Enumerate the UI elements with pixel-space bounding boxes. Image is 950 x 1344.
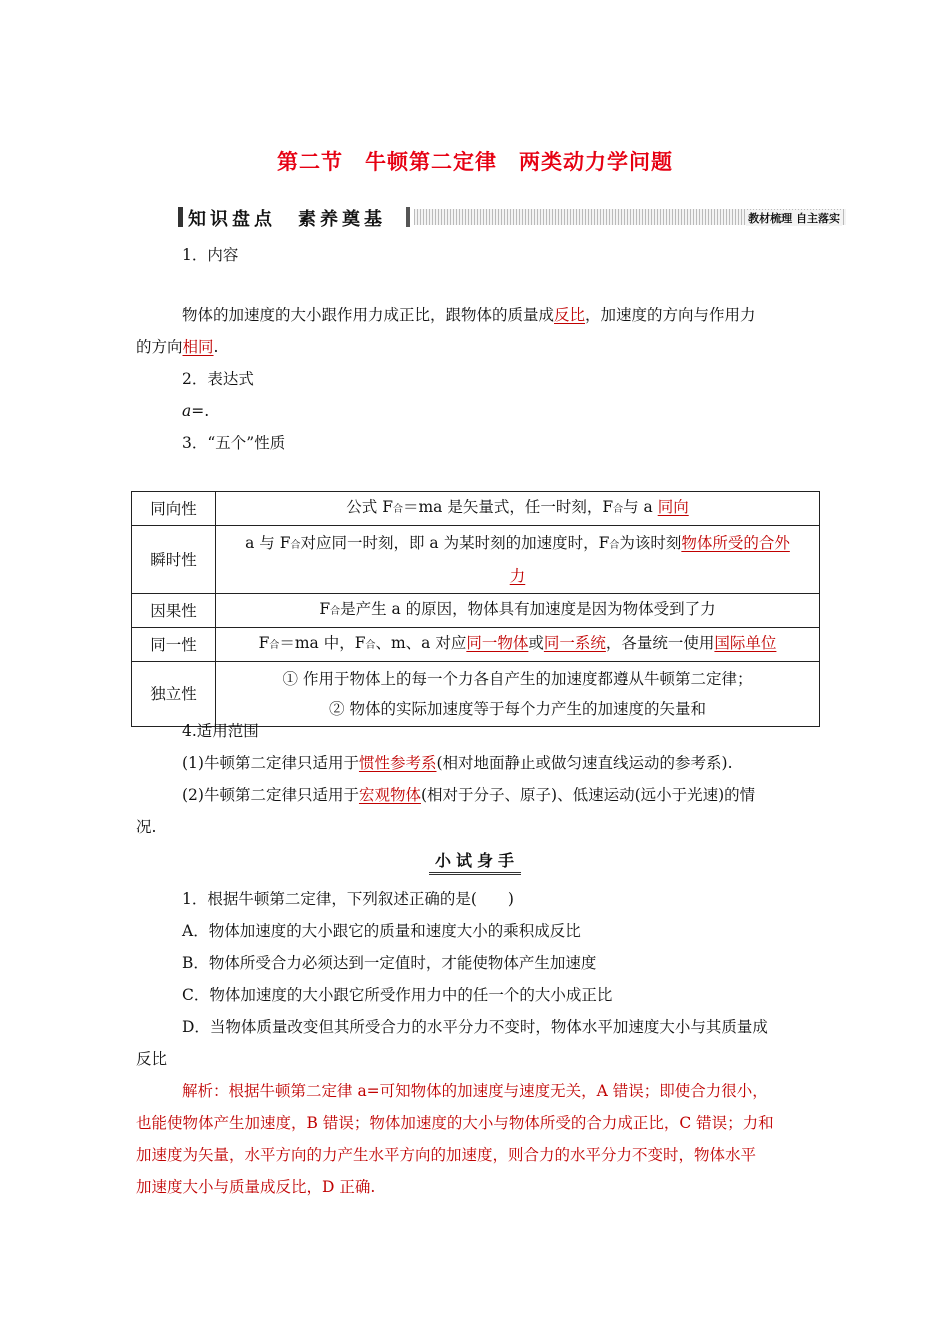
property-name: 同向性 (132, 492, 216, 526)
explanation-line: 解析：根据牛顿第二定律 a=可知物体的加速度与速度无关，A 错误；即使合力很小， (182, 1082, 768, 1100)
try-heading: 小试身手 (0, 848, 950, 871)
property-desc: 公式 F合＝ma 是矢量式，任一时刻，F合与 a 同向 (216, 492, 820, 526)
s4-p2-cont: 况. (136, 818, 157, 836)
formula: a=. (182, 402, 210, 420)
banner-left-label: 知识盘点 素养奠基 (188, 209, 386, 230)
property-desc: F合是产生 a 的原因，物体具有加速度是因为物体受到了力 (216, 594, 820, 628)
s2-heading: 2．表达式 (182, 370, 254, 388)
option-d-cont: 反比 (136, 1050, 168, 1068)
option-b: B．物体所受合力必须达到一定值时，才能使物体产生加速度 (182, 954, 597, 972)
s1-heading: 1．内容 (182, 246, 239, 264)
property-desc: a 与 F合对应同一时刻，即 a 为某时刻的加速度时，F合为该时刻物体所受的合外 力 (216, 526, 820, 594)
s3-heading: 3．“五个”性质 (182, 434, 286, 452)
property-desc: F合＝ma 中，F合、m、a 对应同一物体或同一系统，各量统一使用国际单位 (216, 628, 820, 662)
option-c: C．物体加速度的大小跟它所受作用力中的任一个的大小成正比 (182, 986, 613, 1004)
s1-line1: 物体的加速度的大小跟作用力成正比，跟物体的质量成反比，加速度的方向与作用力 (182, 306, 756, 324)
property-name: 独立性 (132, 662, 216, 727)
option-d: D．当物体质量改变但其所受合力的水平分力不变时，物体水平加速度大小与其质量成 (182, 1018, 768, 1036)
table-row (132, 594, 820, 628)
property-name: 同一性 (132, 628, 216, 662)
explanation-line: 加速度为矢量，水平方向的力产生水平方向的加速度，则合力的水平分力不变时，物体水平 (136, 1146, 757, 1164)
s4-p1: (1)牛顿第二定律只适用于惯性参考系(相对地面静止或做匀速直线运动的参考系). (182, 754, 733, 772)
explanation-line: 也能使物体产生加速度，B 错误；物体加速度的大小与物体所受的合力成正比，C 错误；力和 (136, 1114, 774, 1132)
option-a: A．物体加速度的大小跟它的质量和速度大小的乘积成反比 (182, 922, 581, 940)
property-name: 瞬时性 (132, 526, 216, 594)
s1-line2: 的方向相同. (136, 338, 219, 356)
properties-table (131, 491, 820, 727)
property-name: 因果性 (132, 594, 216, 628)
s4-heading: 4.适用范围 (182, 722, 259, 740)
property-desc: ① 作用于物体上的每一个力各自产生的加速度都遵从牛顿第二定律； ② 物体的实际加速度等于每个力产生的加速度的矢量和 (216, 662, 820, 727)
answer-blank: 反比 (554, 306, 586, 324)
banner-right-label: 教材梳理 自主落实 (748, 212, 840, 225)
question-stem: 1．根据牛顿第二定律，下列叙述正确的是( ) (182, 890, 514, 908)
table-row (132, 628, 820, 662)
answer-blank: 相同 (182, 338, 214, 356)
explanation-line: 加速度大小与质量成反比，D 正确. (136, 1178, 376, 1196)
section-banner (178, 205, 846, 229)
s4-p2: (2)牛顿第二定律只适用于宏观物体(相对于分子、原子)、低速运动(远小于光速)的情 (182, 786, 756, 804)
banner-bar (178, 207, 183, 227)
table-row (132, 492, 820, 526)
banner-separator (406, 207, 410, 227)
page-title: 第二节 牛顿第二定律 两类动力学问题 (277, 150, 673, 174)
table-row (132, 526, 820, 594)
